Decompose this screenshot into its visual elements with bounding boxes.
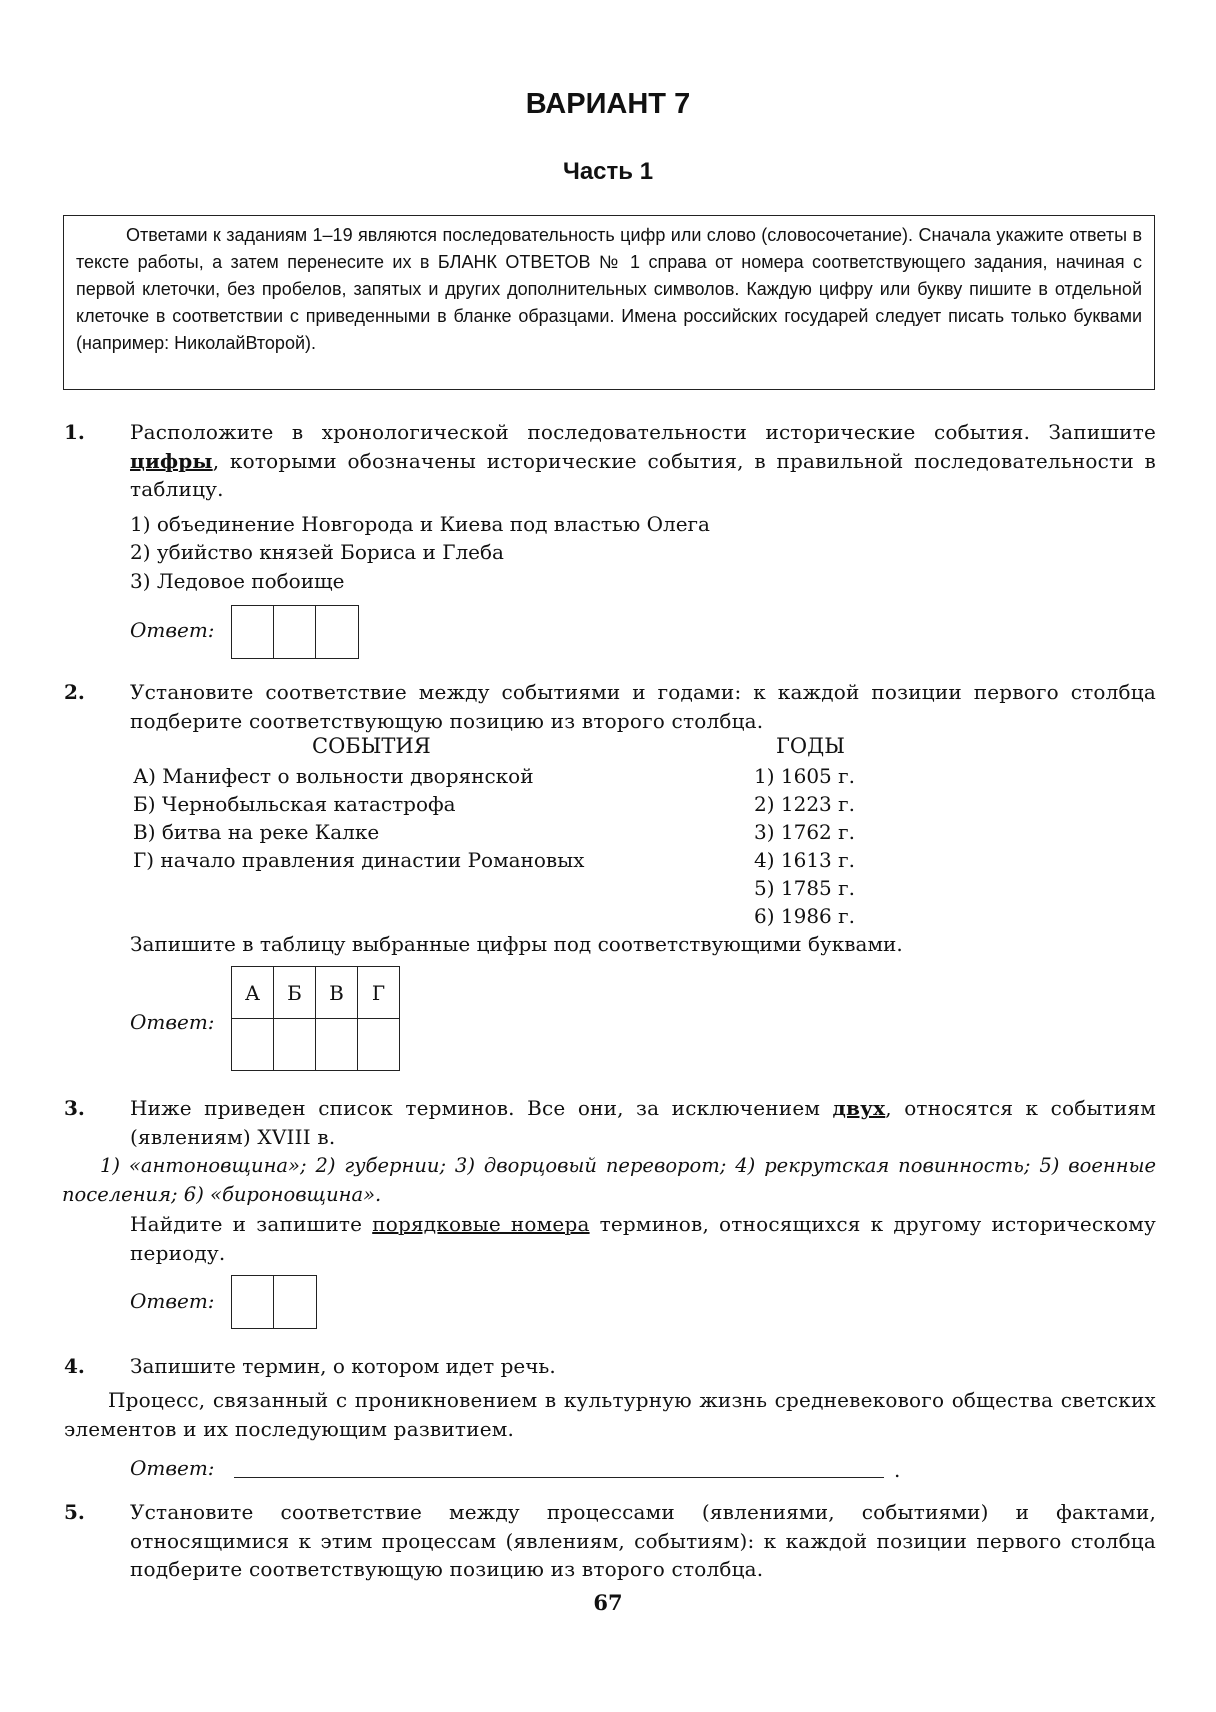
q2-letter-cell: В xyxy=(316,967,358,1019)
instructions-text: Ответами к заданиям 1–19 являются последовательность цифр или слово (словосочетание). Сначала укажите ответы в тексте работы, а затем перенесите их в БЛАНК ОТВЕТОВ № 1 справа от номера соответствующего задания, начиная с первой клеточки, без пробелов, запятых и других дополнительных символов. Каждую цифру или букву пишите в отдельной клеточке в соответствии с приведенными в бланке образцами. Имена российских государей следует писать только буквами (например: НиколайВторой). xyxy=(76,225,1142,353)
q3-text-part: терминов, относящихся к другому историческому периоду. xyxy=(130,1212,1156,1265)
q2-years-header: ГОДЫ xyxy=(776,734,845,758)
q3-answer-label: Ответ: xyxy=(130,1289,215,1313)
q2-year: 4) 1613 г. xyxy=(754,848,855,872)
q1-number: 1. xyxy=(64,420,85,444)
q4-answer-line[interactable] xyxy=(234,1477,884,1478)
q1-answer-cells xyxy=(231,605,359,659)
q1-text-part: , которыми обозначены исторические события, в правильной последовательности в таблицу. xyxy=(130,448,1156,501)
q3-text-bold: двух xyxy=(832,1096,886,1120)
q2-note: Запишите в таблицу выбранные цифры под соответствующими буквами. xyxy=(130,932,903,956)
q1-text-part: Расположите в хронологической последовательности исторические события. Запишите xyxy=(130,420,1156,444)
answer-cell[interactable] xyxy=(232,1276,274,1328)
q4-text: Запишите термин, о котором идет речь. xyxy=(130,1354,556,1378)
answer-cell[interactable] xyxy=(274,1276,316,1328)
q2-year: 1) 1605 г. xyxy=(754,764,855,788)
q1-option: 3) Ледовое побоище xyxy=(130,569,345,593)
answer-cell[interactable] xyxy=(274,1019,316,1071)
q1-option: 1) объединение Новгорода и Киева под властью Олега xyxy=(130,512,710,536)
instructions-box xyxy=(63,215,1155,390)
q2-year: 2) 1223 г. xyxy=(754,792,855,816)
q2-year: 5) 1785 г. xyxy=(754,876,855,900)
q2-answer-table xyxy=(231,966,400,1071)
answer-cell[interactable] xyxy=(232,1019,274,1071)
q2-event: Б) Чернобыльская катастрофа xyxy=(133,792,456,816)
part-title: Часть 1 xyxy=(562,158,654,185)
q2-letter-cell: Г xyxy=(358,967,400,1019)
answer-cell[interactable] xyxy=(232,606,274,658)
q2-event: Г) начало правления династии Романовых xyxy=(133,848,585,872)
q2-letter-cell: А xyxy=(232,967,274,1019)
answer-cell[interactable] xyxy=(274,606,316,658)
q2-number: 2. xyxy=(64,680,85,704)
q1-text xyxy=(130,418,1156,504)
q2-event: В) битва на реке Калке xyxy=(133,820,380,844)
q2-year: 3) 1762 г. xyxy=(754,820,855,844)
q2-events-header: СОБЫТИЯ xyxy=(312,734,431,758)
q3-text-underline: порядковые номера xyxy=(372,1212,590,1236)
q4-answer-label: Ответ: xyxy=(130,1456,215,1480)
q3-answer-cells xyxy=(231,1275,317,1329)
q2-letter-cell: Б xyxy=(274,967,316,1019)
q4-answer-dot: . xyxy=(894,1458,901,1482)
q2-year: 6) 1986 г. xyxy=(754,904,855,928)
q3-terms: 1) «антоновщина»; 2) губернии; 3) дворцовый переворот; 4) рекрутская повинность; 5) военные поселения; 6) «бироновщина». xyxy=(62,1154,1156,1206)
page-number: 67 xyxy=(593,1590,623,1615)
q5-text: Установите соответствие между процессами (явлениями, событиями) и фактами, относящимися к этим процессам (явлениям, событиям): к каждой позиции первого столбца подберите соответствующую позицию из второго столбца. xyxy=(130,1500,1156,1581)
variant-title: ВАРИАНТ 7 xyxy=(525,88,691,120)
q4-definition: Процесс, связанный с проникновением в культурную жизнь средневекового общества светских элементов и их последующим развитием. xyxy=(64,1388,1156,1441)
q3-text-part: Найдите и запишите xyxy=(130,1212,373,1236)
q2-answer-label: Ответ: xyxy=(130,1010,215,1034)
q5-number: 5. xyxy=(64,1500,85,1524)
q3-text xyxy=(130,1094,1156,1151)
answer-cell[interactable] xyxy=(316,606,358,658)
q3-text-part: , относятся к событиям (явлениям) XVIII в. xyxy=(130,1096,1156,1149)
q3-number: 3. xyxy=(64,1096,85,1120)
answer-cell[interactable] xyxy=(316,1019,358,1071)
q1-text-bold: цифры xyxy=(130,448,213,473)
q3-text-part: Ниже приведен список терминов. Все они, за исключением xyxy=(130,1096,833,1120)
q2-event: А) Манифест о вольности дворянской xyxy=(133,764,534,788)
answer-cell[interactable] xyxy=(358,1019,400,1071)
q4-number: 4. xyxy=(64,1354,85,1378)
q3-find-text xyxy=(130,1210,1156,1267)
q2-text: Установите соответствие между событиями и годами: к каждой позиции первого столбца подберите соответствующую позицию из второго столбца. xyxy=(130,680,1156,733)
q1-option: 2) убийство князей Бориса и Глеба xyxy=(130,540,504,564)
q1-answer-label: Ответ: xyxy=(130,618,215,642)
